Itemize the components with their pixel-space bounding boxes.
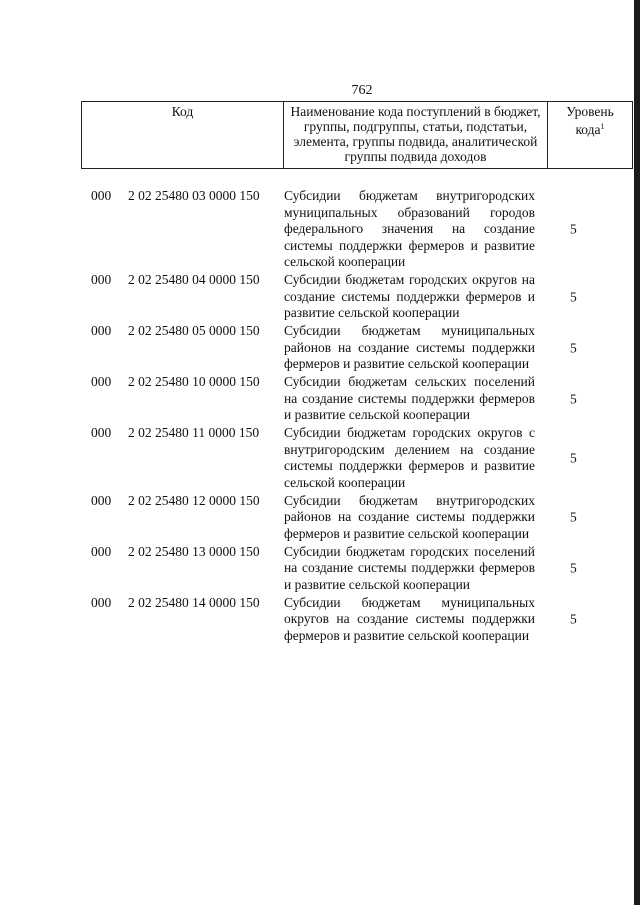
table-row bbox=[0, 425, 640, 491]
admin-code: 000 bbox=[91, 323, 112, 338]
header-name: Наименование кода поступлений в бюджет, группы, подгруппы, статьи, подстатьи, элемента, группы подвида, аналитической группы подвида доходов bbox=[284, 102, 548, 169]
income-name: Субсидии бюджетам внутригородских районов на создание системы поддержки фермеров и развитие сельской кооперации bbox=[284, 492, 535, 541]
code-level: 5 bbox=[570, 450, 577, 466]
admin-code: 000 bbox=[91, 188, 112, 203]
income-name: Субсидии бюджетам городских округов на создание системы поддержки фермеров и развитие сельской кооперации bbox=[284, 272, 535, 320]
income-name: Субсидии бюджетам муниципальных районов на создание системы поддержки фермеров и развитие сельской кооперации bbox=[284, 323, 535, 371]
header-row bbox=[82, 102, 633, 169]
header-level bbox=[548, 102, 633, 169]
table-row bbox=[0, 323, 640, 373]
code-level: 5 bbox=[570, 509, 577, 525]
code-level: 5 bbox=[570, 391, 577, 407]
income-name: Субсидии бюджетам городских поселений на создание системы поддержки фермеров и развитие сельской кооперации bbox=[284, 543, 535, 592]
header-level-label: Уровень кода bbox=[566, 104, 614, 137]
code-level: 5 bbox=[570, 289, 577, 305]
table-row bbox=[0, 595, 640, 645]
income-code: 2 02 25480 03 0000 150 bbox=[128, 188, 260, 203]
income-code: 2 02 25480 05 0000 150 bbox=[128, 323, 260, 338]
table-body bbox=[0, 188, 640, 646]
income-code: 2 02 25480 11 0000 150 bbox=[128, 425, 260, 440]
header-code: Код bbox=[82, 102, 284, 169]
footnote-marker: 1 bbox=[600, 122, 605, 131]
admin-code: 000 bbox=[91, 272, 112, 287]
income-code: 2 02 25480 14 0000 150 bbox=[128, 594, 260, 610]
code-level: 5 bbox=[570, 560, 577, 576]
admin-code: 000 bbox=[91, 594, 112, 610]
code-level: 5 bbox=[570, 611, 577, 627]
admin-code: 000 bbox=[91, 543, 112, 559]
income-name: Субсидии бюджетам городских округов с внутригородским делением на создание системы поддержки фермеров и развитие сельской кооперации bbox=[284, 425, 535, 490]
income-name: Субсидии бюджетам внутригородских муниципальных образований городов федерального значения на создание системы поддержки фермеров и развитие сельской кооперации bbox=[284, 188, 535, 269]
table-row bbox=[0, 272, 640, 322]
admin-code: 000 bbox=[91, 425, 112, 440]
table-row bbox=[0, 188, 640, 271]
admin-code: 000 bbox=[91, 374, 112, 389]
table-row bbox=[0, 374, 640, 424]
table-row bbox=[0, 493, 640, 543]
income-code: 2 02 25480 12 0000 150 bbox=[128, 492, 260, 508]
code-level: 5 bbox=[570, 221, 577, 237]
income-name: Субсидии бюджетам сельских поселений на создание системы поддержки фермеров и развитие сельской кооперации bbox=[284, 374, 535, 422]
table-row bbox=[0, 544, 640, 594]
income-code: 2 02 25480 04 0000 150 bbox=[128, 272, 260, 287]
table-header bbox=[81, 101, 633, 169]
page-number: 762 bbox=[351, 83, 373, 98]
code-level: 5 bbox=[570, 340, 577, 356]
admin-code: 000 bbox=[91, 492, 112, 508]
income-code: 2 02 25480 10 0000 150 bbox=[128, 374, 260, 389]
income-name: Субсидии бюджетам муниципальных округов на создание системы поддержки фермеров и развитие сельской кооперации bbox=[284, 594, 535, 643]
income-code: 2 02 25480 13 0000 150 bbox=[128, 543, 260, 559]
